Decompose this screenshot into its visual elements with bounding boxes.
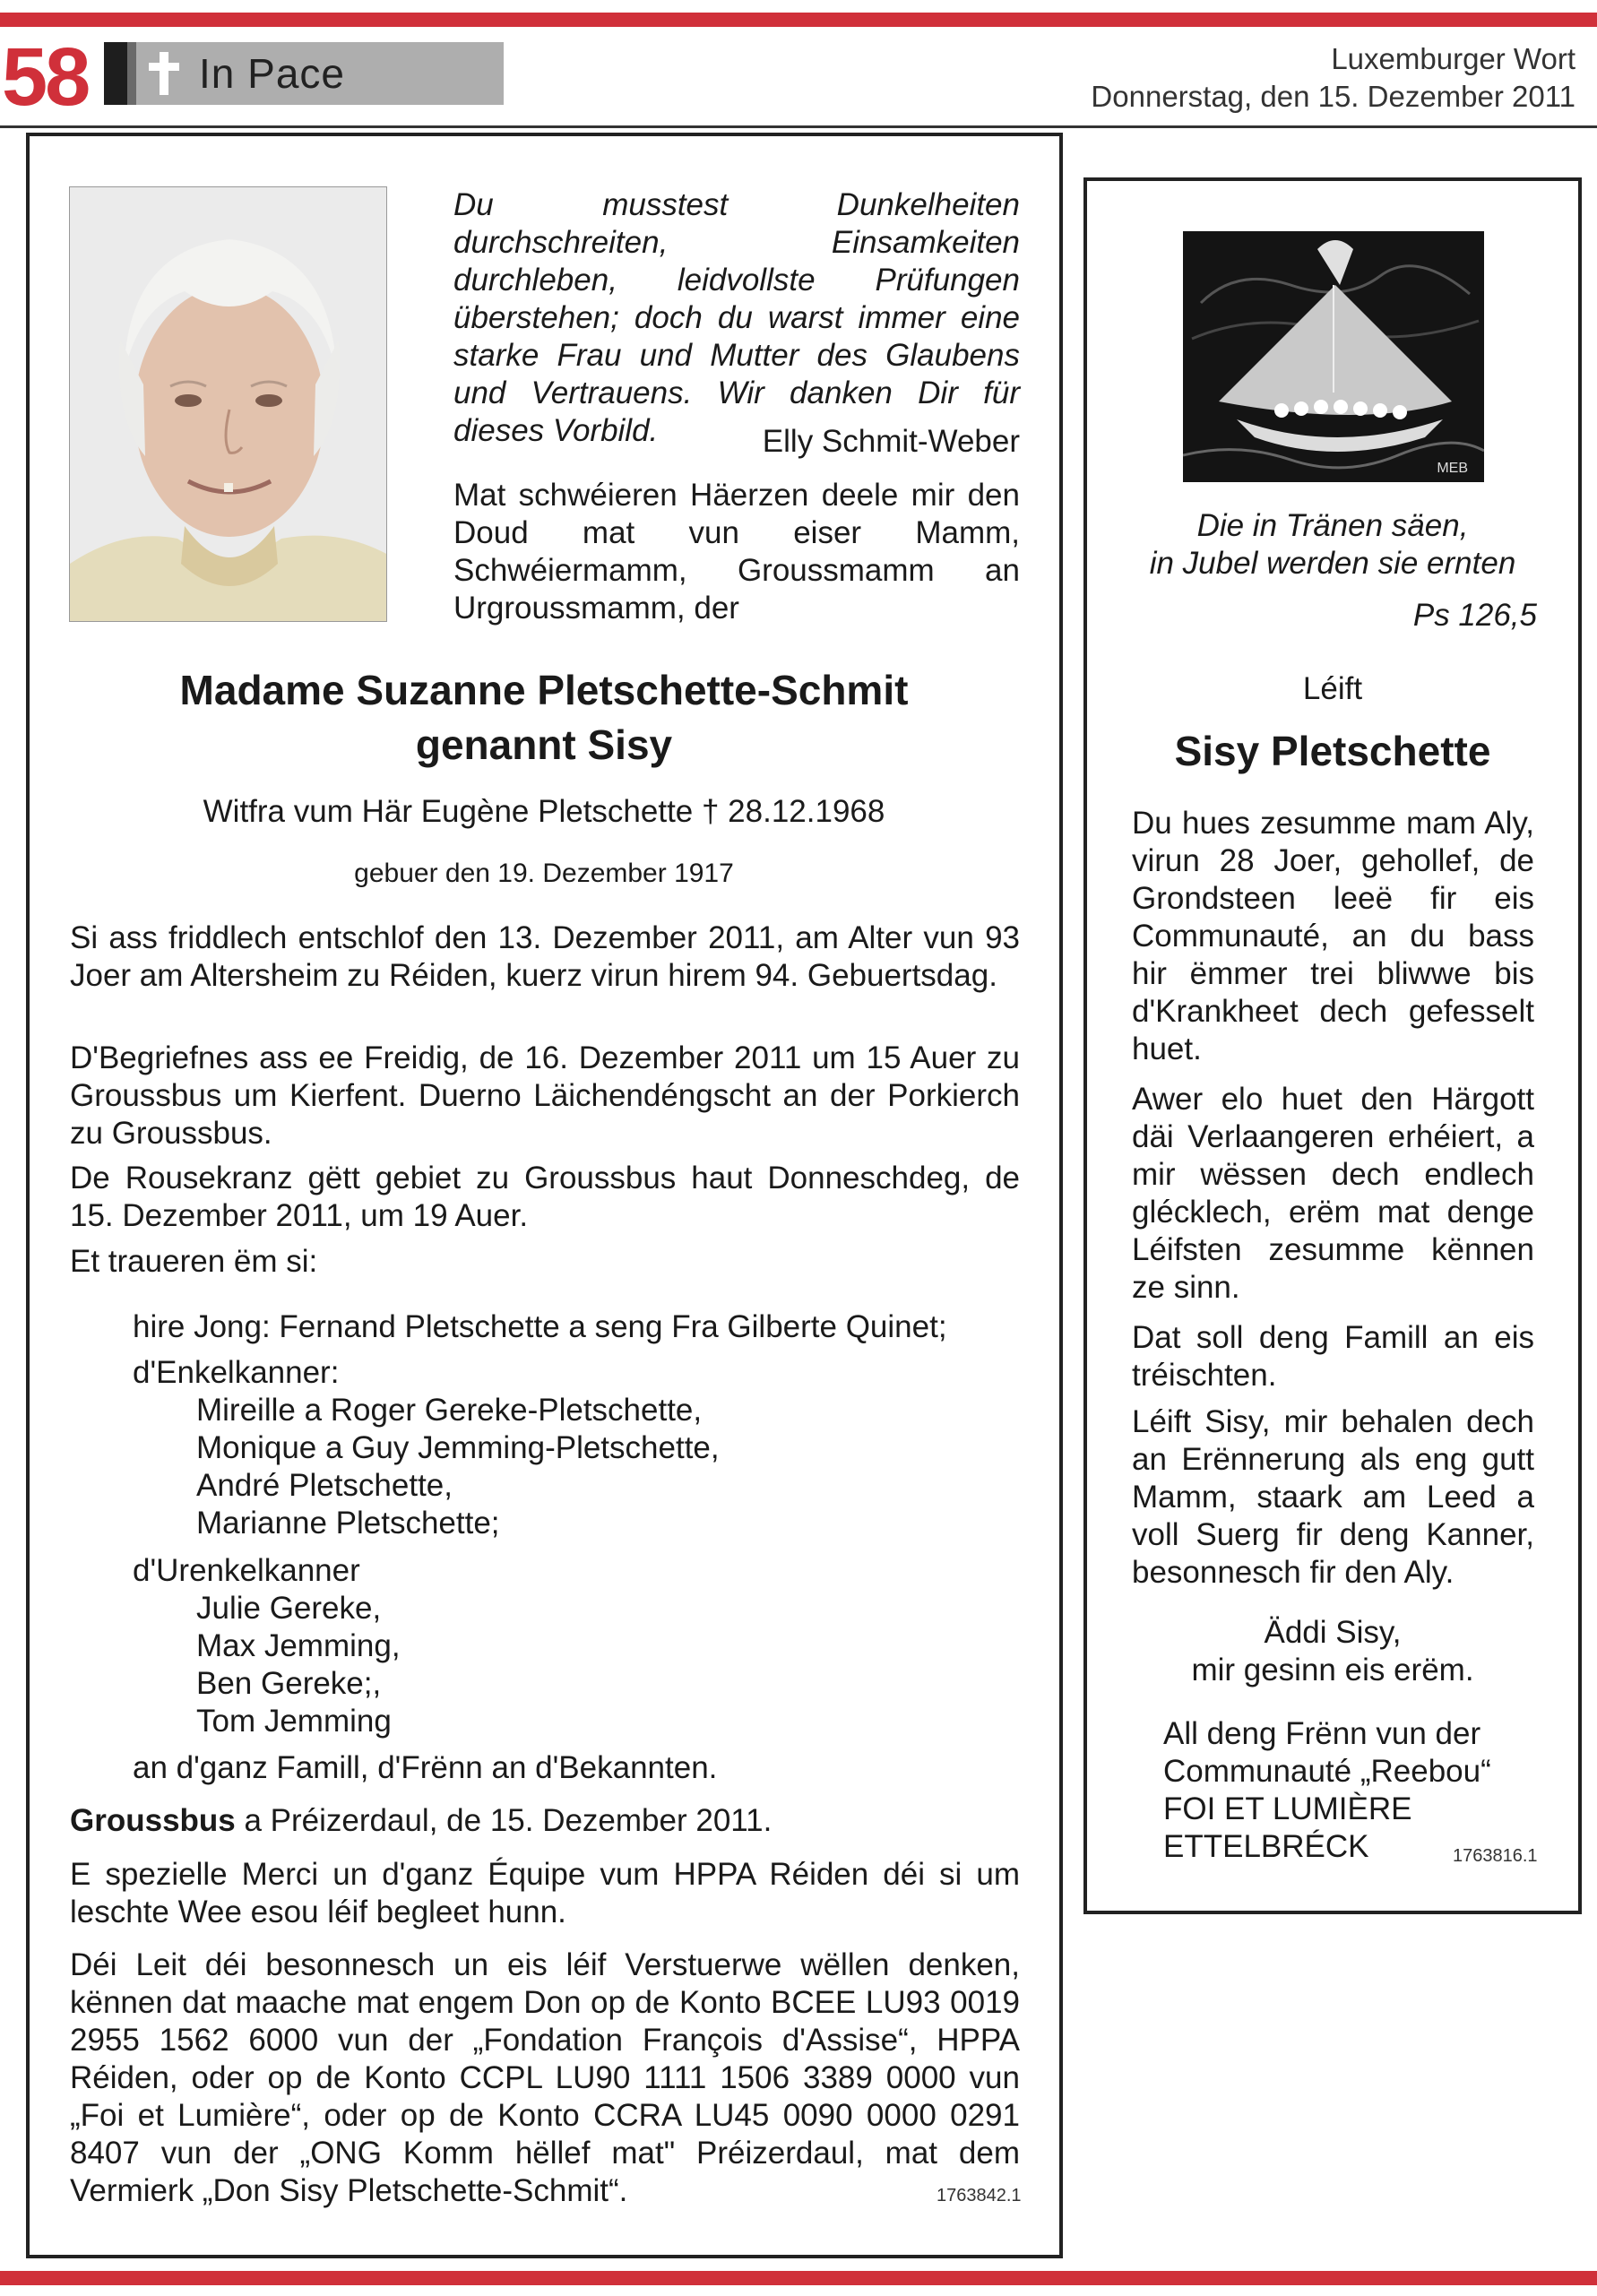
death-paragraph: Si ass friddlech entschlof den 13. Dezember 2011, am Alter vun 93 Joer am Altersheim zu Réiden, kuerz virun hirem 94. Gebuertsdag. bbox=[70, 920, 1020, 993]
reference-number: 1763842.1 bbox=[937, 2186, 1022, 2205]
grandchild-item: Marianne Pletschette; bbox=[196, 1506, 500, 1541]
family-line: an d'ganz Famill, d'Frënn an d'Bekannten. bbox=[133, 1750, 718, 1785]
signoff-line: FOI ET LUMIÈRE bbox=[1163, 1791, 1412, 1826]
reference-number: 1763816.1 bbox=[1453, 1846, 1538, 1866]
boat-woodcut-image bbox=[1183, 231, 1484, 482]
mourner-son: hire Jong: Fernand Pletschette a seng Fra Gilberte Quinet; bbox=[133, 1309, 947, 1344]
grandchildren-label: d'Enkelkanner: bbox=[133, 1355, 340, 1390]
tribute-paragraph: Dat soll deng Famill an eis tréischten. bbox=[1132, 1320, 1534, 1393]
issue-date: Donnerstag, den 15. Dezember 2011 bbox=[1091, 80, 1575, 113]
psalm-quote bbox=[1111, 507, 1554, 583]
great-grandchild-item: Julie Gereke, bbox=[196, 1591, 382, 1626]
section-header bbox=[136, 42, 504, 105]
psalm-line: Die in Tränen säen, bbox=[1196, 508, 1469, 543]
grandchild-item: André Pletschette, bbox=[196, 1468, 453, 1503]
quote-author: Elly Schmit-Weber bbox=[762, 424, 1020, 459]
deceased-name bbox=[72, 663, 1016, 773]
deceased-full-name: Madame Suzanne Pletschette-Schmit bbox=[179, 667, 909, 713]
great-grandchild-item: Tom Jemming bbox=[196, 1704, 392, 1739]
farewell-line: mir gesinn eis erëm. bbox=[1191, 1653, 1474, 1687]
section-tab-stripe bbox=[127, 42, 136, 105]
place-date-line bbox=[70, 1802, 772, 1840]
header-rule bbox=[0, 125, 1597, 128]
funeral-paragraph: D'Begriefnes ass ee Freidig, de 16. Dezember 2011 um 15 Auer zu Groussbus um Kierfent. Duerno Läichendéngscht an der Porkierch zu Groussbus. bbox=[70, 1040, 1020, 1151]
thanks-paragraph: E spezielle Merci un d'ganz Équipe vum HPPA Réiden déi si um leschte Wee esou léif begleet hunn. bbox=[70, 1857, 1020, 1929]
psalm-line: in Jubel werden sie ernten bbox=[1149, 546, 1516, 581]
section-tab-dark bbox=[104, 42, 127, 105]
place-date: a Préizerdaul, de 15. Dezember 2011. bbox=[235, 1803, 773, 1838]
tribute-paragraph: Awer elo huet den Härgott däi Verlaangeren erhéiert, a mir wëssen dech endlech glécklech, erëm mat denge Léifsten zesumme kënnen ze sinn. bbox=[1132, 1082, 1534, 1305]
farewell bbox=[1111, 1614, 1554, 1689]
newspaper-name: Luxemburger Wort bbox=[1331, 42, 1575, 75]
mourners-intro: Et traueren ëm si: bbox=[70, 1244, 318, 1279]
great-grandchild-item: Max Jemming, bbox=[196, 1628, 401, 1663]
tribute-paragraph: Du hues zesumme mam Aly, virun 28 Joer, gehollef, de Grondsteen leeë fir eis Communauté, an du bass hir ëmmer trei bliwwe bis d'Krankheet dech gefesselt huet. bbox=[1132, 806, 1534, 1066]
top-red-bar bbox=[0, 13, 1597, 27]
farewell-line: Äddi Sisy, bbox=[1264, 1615, 1402, 1650]
salutation: Léift bbox=[1302, 671, 1363, 706]
right-notice-name: Sisy Pletschette bbox=[1174, 728, 1491, 774]
signoff-line: All deng Frënn vun der bbox=[1163, 1716, 1481, 1751]
signoff bbox=[1163, 1715, 1540, 1866]
masthead bbox=[1091, 40, 1575, 116]
widow-line: Witfra vum Här Eugène Pletschette † 28.12.1968 bbox=[203, 794, 885, 829]
signoff-line: Communauté „Reebou“ bbox=[1163, 1754, 1491, 1789]
rosary-paragraph: De Rousekranz gëtt gebiet zu Groussbus haut Donneschdeg, de 15. Dezember 2011, um 19 Auer. bbox=[70, 1161, 1020, 1233]
portrait-photo bbox=[69, 186, 387, 622]
great-grandchild-item: Ben Gereke;, bbox=[196, 1666, 382, 1701]
birth-line: gebuer den 19. Dezember 1917 bbox=[354, 859, 734, 888]
deceased-nickname: genannt Sisy bbox=[415, 721, 673, 768]
bottom-red-bar bbox=[0, 2271, 1597, 2285]
page-number: 58 bbox=[2, 31, 89, 123]
grandchild-item: Mireille a Roger Gereke-Pletschette, bbox=[196, 1393, 703, 1428]
place-name: Groussbus bbox=[70, 1803, 236, 1838]
grandchild-item: Monique a Guy Jemming-Pletschette, bbox=[196, 1430, 720, 1465]
signoff-line: ETTELBRÉCK bbox=[1163, 1829, 1369, 1864]
psalm-reference: Ps 126,5 bbox=[1412, 598, 1537, 633]
quote-text: Du musstest Dunkelheiten durchschreiten, Einsamkeiten durchleben, leidvollste Prüfungen überstehen; doch du warst immer eine starke Frau und Mutter des Glaubens und Vertrauens. Wir danken Dir für dieses Vorbild. bbox=[453, 187, 1020, 448]
art-monogram: MEB bbox=[1437, 461, 1468, 476]
section-title: In Pace bbox=[199, 50, 345, 97]
tribute-paragraph: Léift Sisy, mir behalen dech an Erënnerung als eng gutt Mamm, staark am Leed a voll Suerg fir deng Kanner, besonnesch fir den Aly. bbox=[1132, 1404, 1534, 1590]
great-grandchildren-label: d'Urenkelkanner bbox=[133, 1553, 360, 1588]
announcement-intro: Mat schwéieren Häerzen deele mir den Doud mat vun eiser Mamm, Schwéiermamm, Groussmamm an Urgroussmamm, der bbox=[453, 478, 1020, 626]
donation-paragraph: Déi Leit déi besonnesch un eis léif Verstuerwe wëllen denken, kënnen dat maache mat engem Don op de Konto BCEE LU93 0019 2955 1562 6000 vun der „Fondation François d'Assise“, HPPA Réiden, oder op de Konto CCPL LU90 1111 1506 3389 0000 vun „Foi et Lumière“, oder op de Konto CCRA LU45 0090 0000 0291 8407 vun der „ONG Komm hëllef mat" Préizerdaul, mat dem Vermierk „Don Sisy Pletschette-Schmit“. bbox=[70, 1947, 1020, 2208]
cross-icon bbox=[147, 48, 181, 99]
